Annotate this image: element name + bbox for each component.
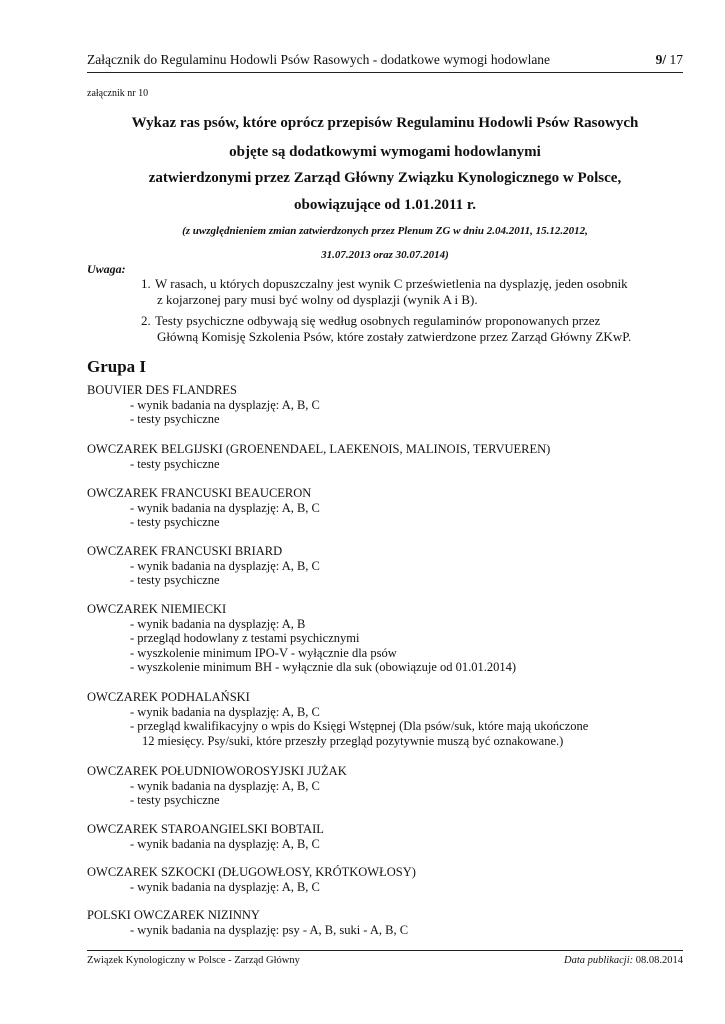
breed-entry xyxy=(87,764,687,808)
breed-entry xyxy=(87,383,687,427)
breed-name: OWCZAREK PODHALAŃSKI xyxy=(87,690,250,704)
requirement: - wynik badania na dysplazję: A, B, C xyxy=(130,704,320,719)
page-footer xyxy=(87,950,683,971)
requirement: - wynik badania na dysplazję: A, B xyxy=(130,616,306,631)
breed-entry xyxy=(87,602,687,675)
breed-name: OWCZAREK POŁUDNIOWOROSYJSKI JUŻAK xyxy=(87,764,347,778)
page-number xyxy=(656,52,683,68)
requirement: - wynik badania na dysplazję: psy - A, B, suki - A, B, C xyxy=(130,922,409,937)
amendment-line-2: 31.07.2013 oraz 30.07.2014) xyxy=(321,249,449,261)
breed-entry xyxy=(87,486,687,530)
requirement: - testy psychiczne xyxy=(130,456,220,471)
requirement: - wyszkolenie minimum BH - wyłącznie dla suk (obowiązuje od 01.01.2014) xyxy=(130,660,517,675)
publication-label: Data publikacji: xyxy=(564,955,634,966)
note-text xyxy=(155,276,675,308)
requirement: - testy psychiczne xyxy=(130,793,220,808)
breed-entry xyxy=(87,544,687,588)
group-heading: Grupa I xyxy=(87,357,147,376)
breed-name: OWCZAREK FRANCUSKI BEAUCERON xyxy=(87,486,312,500)
breed-name: OWCZAREK SZKOCKI (DŁUGOWŁOSY, KRÓTKOWŁOSY) xyxy=(87,865,416,879)
footer-organization: Związek Kynologiczny w Polsce - Zarząd Główny xyxy=(87,955,300,966)
requirement: - przegląd hodowlany z testami psychicznymi xyxy=(130,631,360,646)
note-text xyxy=(155,313,675,345)
note-item xyxy=(141,313,686,347)
requirement: - wynik badania na dysplazję: A, B, C xyxy=(130,500,320,515)
requirement: - wynik badania na dysplazję: A, B, C xyxy=(130,558,320,573)
requirement: - wynik badania na dysplazję: A, B, C xyxy=(130,879,320,894)
note-line: z kojarzonej pary musi być wolny od dysplazji (wynik A i B). xyxy=(157,292,478,307)
breed-name: POLSKI OWCZAREK NIZINNY xyxy=(87,908,260,922)
breed-entry xyxy=(87,442,687,471)
requirement: - testy psychiczne xyxy=(130,515,220,530)
requirement: - wynik badania na dysplazję: A, B, C xyxy=(130,778,320,793)
breed-entry xyxy=(87,822,687,851)
note-number: 2. xyxy=(141,313,151,328)
title-line-4: obowiązujące od 1.01.2011 r. xyxy=(294,197,476,213)
breed-name: OWCZAREK BELGIJSKI (GROENENDAEL, LAEKENOIS, MALINOIS, TERVUEREN) xyxy=(87,442,551,456)
publication-date-value: 08.08.2014 xyxy=(635,955,683,966)
page-total: 17 xyxy=(669,52,683,67)
header-title: Załącznik do Regulaminu Hodowli Psów Rasowych - dodatkowe wymogi hodowlane xyxy=(87,52,551,67)
publication-date xyxy=(564,955,683,966)
uwaga-label: Uwaga: xyxy=(87,262,126,276)
breed-name: OWCZAREK STAROANGIELSKI BOBTAIL xyxy=(87,822,324,836)
requirement: - wyszkolenie minimum IPO-V - wyłącznie dla psów xyxy=(130,645,397,660)
breed-entry xyxy=(87,908,687,937)
page-header xyxy=(87,50,683,73)
requirement: - przegląd kwalifikacyjny o wpis do Księgi Wstępnej (Dla psów/suk, które mają ukończone xyxy=(130,719,589,734)
requirement: - wynik badania na dysplazję: A, B, C xyxy=(130,836,320,851)
breed-name: OWCZAREK FRANCUSKI BRIARD xyxy=(87,544,283,558)
title-line-2: objęte są dodatkowymi wymogami hodowlanymi xyxy=(229,144,541,160)
note-number: 1. xyxy=(141,276,151,291)
breed-name: OWCZAREK NIEMIECKI xyxy=(87,602,227,616)
note-line: Testy psychiczne odbywają się według osobnych regulaminów proponowanych przez xyxy=(155,313,601,328)
breed-entry xyxy=(87,865,687,894)
title-line-1: Wykaz ras psów, które oprócz przepisów Regulaminu Hodowli Psów Rasowych xyxy=(131,115,639,131)
note-line: W rasach, u których dopuszczalny jest wynik C prześwietlenia na dysplazję, jeden osobnik xyxy=(155,276,628,291)
annex-label: załącznik nr 10 xyxy=(87,88,149,99)
requirement: - testy psychiczne xyxy=(130,573,220,588)
requirement-continuation: 12 miesięcy. Psy/suki, które przeszły przegląd pozytywnie muszą być oznakowane.) xyxy=(142,733,564,748)
note-line: Główną Komisję Szkolenia Psów, które zostały zatwierdzone przez Zarząd Główny ZKwP. xyxy=(157,329,632,344)
note-item xyxy=(141,276,686,310)
requirement: - testy psychiczne xyxy=(130,412,220,427)
requirement: - wynik badania na dysplazję: A, B, C xyxy=(130,397,320,412)
breed-name: BOUVIER DES FLANDRES xyxy=(87,383,238,397)
title-line-3: zatwierdzonymi przez Zarząd Główny Związku Kynologicznego w Polsce, xyxy=(148,170,622,186)
page-current: 9/ xyxy=(655,52,667,67)
breed-entry xyxy=(87,690,687,748)
amendment-line-1: (z uwzględnieniem zmian zatwierdzonych przez Plenum ZG w dniu 2.04.2011, 15.12.2012, xyxy=(182,225,588,237)
